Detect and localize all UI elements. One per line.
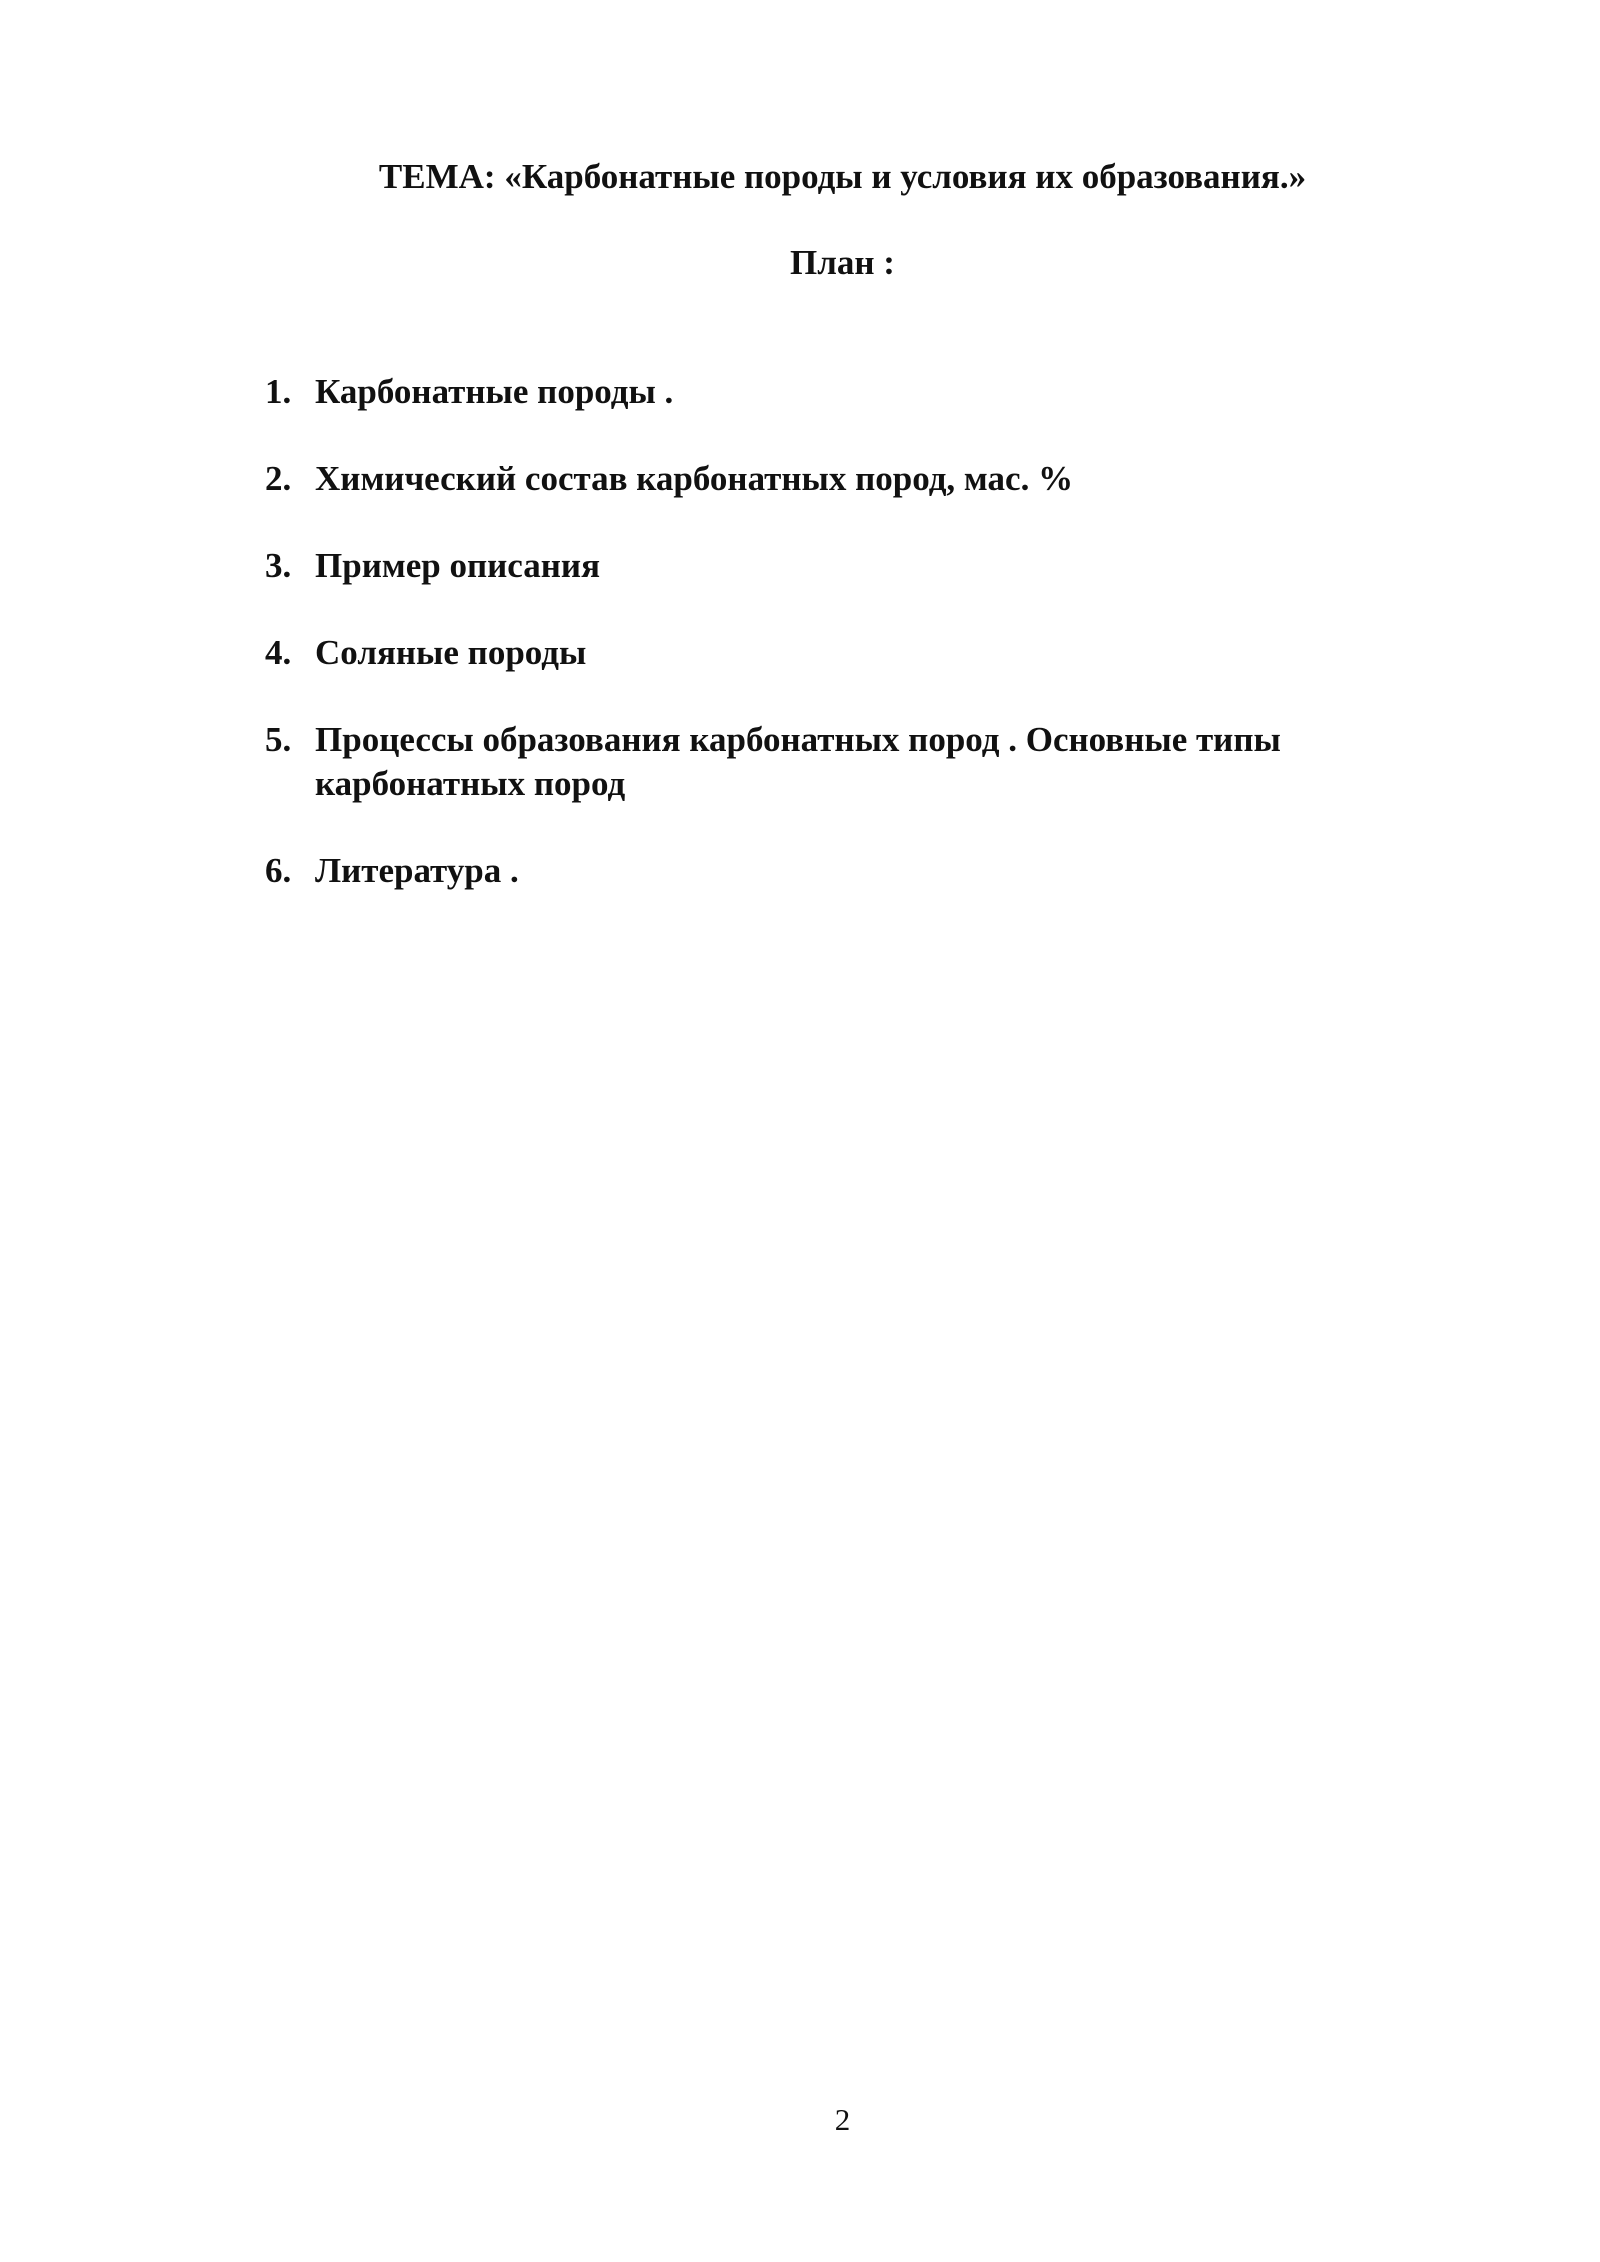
plan-item-text: Процессы образования карбонатных пород . Основные типы карбонатных пород (315, 720, 1281, 803)
plan-item-number: 4. (265, 633, 292, 672)
plan-item-5 (265, 718, 1385, 806)
plan-item-number: 3. (265, 546, 292, 585)
plan-item-text: Литература . (315, 851, 519, 890)
page-number: 2 (834, 2102, 851, 2137)
plan-item-text: Химический состав карбонатных пород, мас. % (315, 459, 1074, 498)
plan-item-number: 1. (265, 372, 292, 411)
plan-list (265, 370, 1385, 936)
plan-item-text: Пример описания (315, 546, 601, 585)
plan-item-text: Соляные породы (315, 633, 587, 672)
document-title: ТЕМА: «Карбонатные породы и условия их образования.» (378, 157, 1307, 196)
plan-item-6 (265, 849, 1385, 893)
plan-item-4 (265, 631, 1385, 675)
plan-heading: План : (790, 243, 895, 282)
plan-item-1 (265, 370, 1385, 414)
plan-item-number: 2. (265, 459, 292, 498)
plan-item-3 (265, 544, 1385, 588)
plan-item-2 (265, 457, 1385, 501)
plan-item-number: 6. (265, 851, 292, 890)
plan-item-number: 5. (265, 720, 292, 759)
plan-item-text: Карбонатные породы . (315, 372, 674, 411)
